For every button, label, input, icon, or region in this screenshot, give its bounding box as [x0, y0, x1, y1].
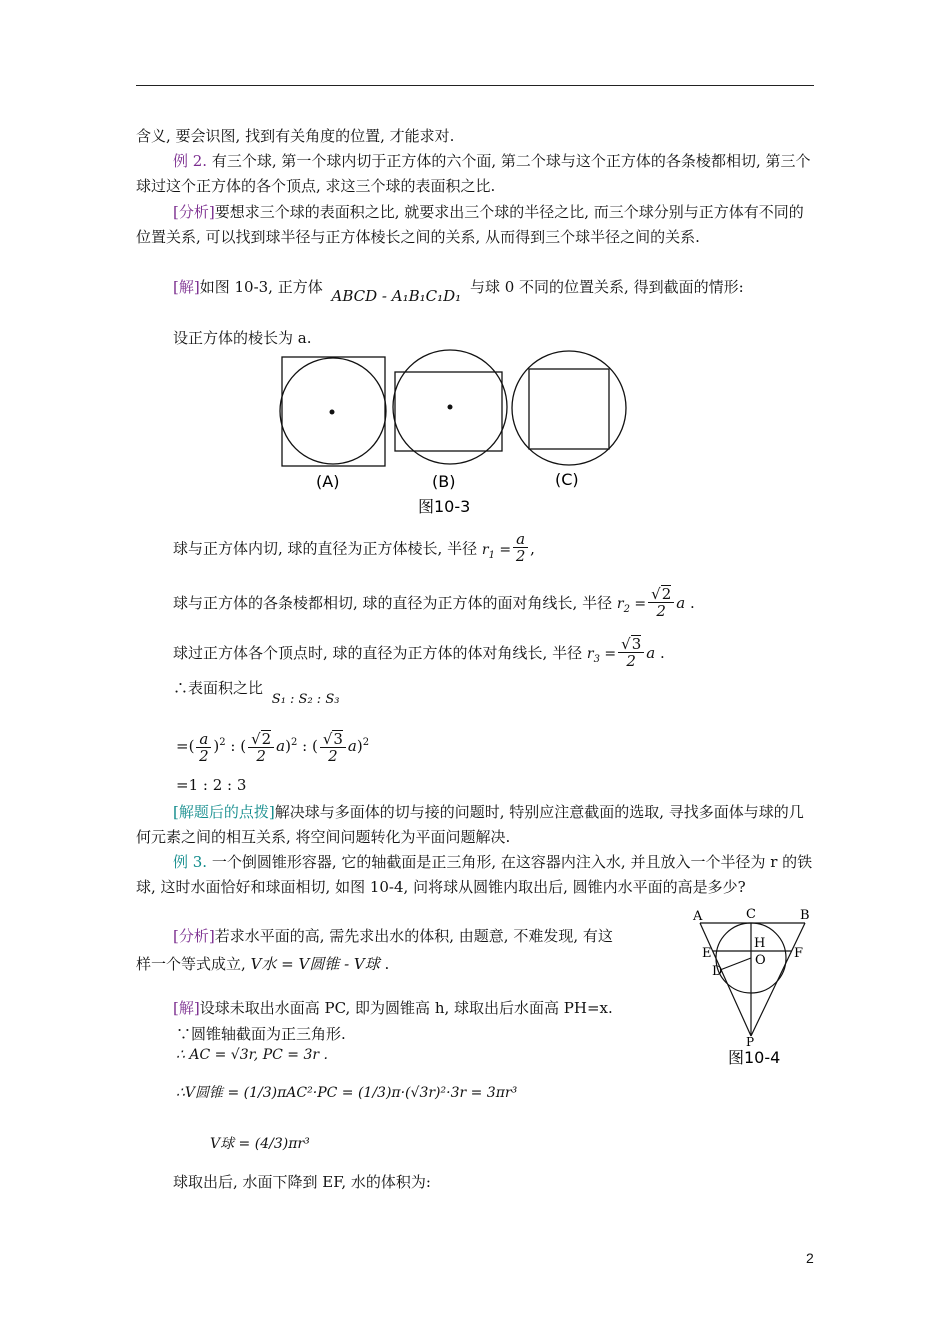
- solution-3-text: 设球未取出水面高 PC, 即为圆锥高 h, 球取出后水面高 PH=x.: [199, 999, 613, 1017]
- figure-10-4: [690, 903, 820, 1068]
- radius-1-line: 球与正方体内切, 球的直径为正方体棱长, 半径 r₁ = a/2 $r_1$ = $\frac{a}{2}$ ,: [173, 530, 541, 565]
- point-c: C: [746, 907, 756, 922]
- line-continuation: 含义, 要会识图, 找到有关角度的位置, 才能求对.: [136, 127, 455, 145]
- point-b: B: [800, 908, 810, 923]
- ratio-expansion-source: =(a/2)² : (√2/2 a)² : (√3/2 a)²: [176, 730, 390, 748]
- example-3-text: 一个倒圆锥形容器, 它的轴截面是正三角形, 在这容器内注入水, 并且放入一个半径为 r 的铁球, 这时水面恰好和球面相切, 如图 10-4, 问将球从圆锥内取出后, 圆锥内水平面的高是多少?: [136, 853, 813, 896]
- analysis-2: [136, 200, 816, 250]
- therefore-line: ∴ AC = √3r, PC = 3r .: [176, 1047, 328, 1063]
- analysis-3-text2: 样一个等式成立,: [136, 955, 246, 973]
- solution-2: [173, 276, 744, 305]
- figure-b-rectangle: [395, 372, 502, 451]
- cone-left-edge: [700, 923, 751, 1036]
- ratio-math: S₁ : S₂ : S₃: [271, 692, 340, 707]
- solution-2-label: [解]: [173, 278, 200, 296]
- tip-text: 解决球与多面体的切与接的问题时, 特别应注意截面的选取, 寻找多面体与球的几何元素之间的相互关系, 将空间问题转化为平面问题解决.: [136, 803, 804, 846]
- analysis-3-text1: 若求水平面的高, 需先求出水的体积, 由题意, 不难发现, 有这: [214, 927, 613, 945]
- point-e: E: [702, 946, 712, 961]
- point-a: A: [693, 909, 703, 924]
- ratio-line: [173, 677, 340, 707]
- radius-1-math-source: r₁ = a/2: [481, 533, 541, 551]
- solution-2-text-post: 与球 0 不同的位置关系, 得到截面的情形:: [469, 278, 744, 296]
- ratio-expansion: =(a/2)² : (√2/2 a)² : (√3/2 a)² =( $\frac{a}{2}$ )$^2$ : ( $\frac{√2}{2}$ a)$^2$ : ( $\frac{√3}{2}$ a)$^2$: [176, 729, 390, 765]
- figure-c-square: [529, 369, 609, 449]
- radius-3-math-source: r₃ = (√3/2)a: [586, 637, 677, 655]
- analysis-2-text: 要想求三个球的表面积之比, 就要求出三个球的半径之比, 而三个球分别与正方体有不同的位置关系, 可以找到球半径与正方体棱长之间的关系, 从而得到三个球半径之间的关系.: [136, 203, 804, 246]
- cube-name-math: ABCD - A₁B₁C₁D₁: [331, 287, 462, 305]
- ball-volume-line: V球 = (4/3)πr³: [210, 1136, 310, 1152]
- point-h: H: [754, 936, 766, 951]
- solution-3-label: [解]: [173, 999, 200, 1017]
- analysis-2-label: [分析]: [173, 203, 215, 221]
- point-f: F: [794, 946, 804, 961]
- final-line: 球取出后, 水面下降到 EF, 水的体积为:: [173, 1173, 431, 1191]
- radius-2-math-source: r₂ = (√2/2)a: [616, 587, 707, 605]
- radius-3-line: 球过正方体各个顶点时, 球的直径为正方体的体对角线长, 半径 r₃ = (√3/2)a $r_3$ = $\frac{√3}{2}$ a .: [173, 635, 677, 670]
- figure-10-3: [270, 345, 640, 520]
- radius-2-line: 球与正方体的各条棱都相切, 球的直径为正方体的面对角线长, 半径 r₂ = (√2/2)a $r_2$ = $\frac{√2}{2}$ a .: [173, 585, 707, 620]
- radius-od: [720, 958, 751, 970]
- example-3-label: 例 3.: [173, 853, 208, 871]
- figure-label-a: (A): [316, 472, 340, 491]
- example-2: [136, 149, 816, 199]
- figure-label-b: (B): [432, 472, 456, 491]
- figure-10-4-caption: 图10-4: [728, 1048, 781, 1067]
- solution-tip: [136, 800, 816, 850]
- point-p: P: [746, 1035, 755, 1049]
- ratio-text: ∴表面积之比: [173, 679, 264, 697]
- example-2-text: 有三个球, 第一个球内切于正方体的六个面, 第二个球与这个正方体的各条棱都相切, 第三个球过这个正方体的各个顶点, 求这三个球的表面积之比.: [136, 152, 811, 195]
- analysis-3-label: [分析]: [173, 927, 215, 945]
- figure-b-center-dot: [448, 405, 453, 410]
- header-rule: [136, 85, 814, 86]
- figure-10-3-caption: 图10-3: [418, 497, 471, 516]
- solution-3: [173, 997, 613, 1018]
- radius-3-text: 球过正方体各个顶点时, 球的直径为正方体的体对角线长, 半径: [173, 644, 583, 662]
- edge-length-line: 设正方体的棱长为 a.: [173, 329, 312, 347]
- page-number: 2: [806, 1250, 814, 1266]
- analysis-3-line1: [173, 925, 613, 946]
- point-o: O: [755, 953, 766, 968]
- figure-a-center-dot: [330, 410, 335, 415]
- point-d: D: [712, 964, 723, 979]
- water-volume-equation: V水 = V圆锥 - V球: [250, 955, 380, 973]
- radius-1-text: 球与正方体内切, 球的直径为正方体棱长, 半径: [173, 539, 478, 558]
- solution-2-text-pre: 如图 10-3, 正方体: [199, 278, 323, 296]
- example-3: [136, 850, 816, 900]
- because-line: ∵圆锥轴截面为正三角形.: [176, 1025, 346, 1043]
- analysis-3-line2: 样一个等式成立, V水 = V圆锥 - V球 .: [136, 955, 390, 973]
- ratio-result: =1 : 2 : 3: [176, 776, 247, 794]
- example-2-label: 例 2.: [173, 152, 208, 170]
- radius-2-text: 球与正方体的各条棱都相切, 球的直径为正方体的面对角线长, 半径: [173, 594, 613, 612]
- figure-label-c: (C): [555, 470, 579, 489]
- tip-label: [解题后的点拨]: [173, 803, 275, 821]
- cone-volume-line: ∴V圆锥 = (1/3)πAC²·PC = (1/3)π·(√3r)²·3r = 3πr³: [176, 1085, 518, 1101]
